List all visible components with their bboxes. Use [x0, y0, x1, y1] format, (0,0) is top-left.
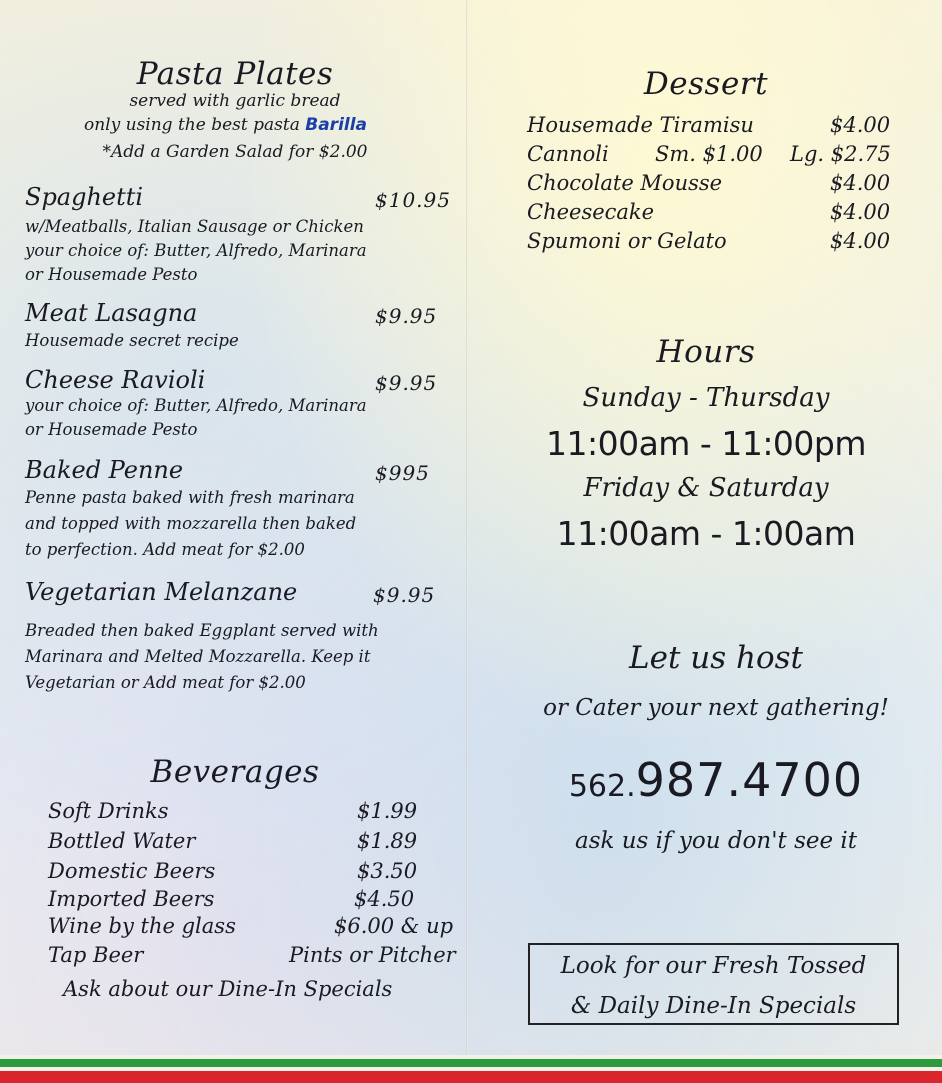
pasta-subtitle-bread: served with garlic bread	[129, 91, 341, 111]
beverage-price: $1.89	[357, 829, 418, 853]
dessert-price: $4.00	[830, 229, 891, 253]
menu-item-name: Spaghetti	[25, 183, 144, 211]
dessert-size-price: Sm. $1.00	[655, 142, 763, 166]
dessert-price: Lg. $2.75	[790, 142, 891, 166]
menu-item-desc	[25, 486, 356, 564]
beverage-price: $4.50	[354, 887, 415, 911]
beverage-name: Imported Beers	[48, 887, 215, 911]
beverage-name: Domestic Beers	[48, 859, 216, 883]
phone-main-number: 987.4700	[635, 753, 864, 807]
menu-item-price: $995	[375, 461, 430, 485]
phone-area-code: 562.	[568, 769, 636, 804]
desc-line: Vegetarian or Add meat for $2.00	[25, 673, 306, 692]
hours-time-weekday: 11:00am - 11:00pm	[545, 424, 867, 463]
menu-item-name: Cheese Ravioli	[25, 366, 206, 394]
desc-line: or Housemade Pesto	[25, 420, 198, 439]
desc-line: your choice of: Butter, Alfredo, Marinara	[25, 396, 367, 415]
dessert-name: Cheesecake	[527, 200, 655, 224]
italian-flag-stripes	[0, 1055, 942, 1083]
specials-line-1: Look for our Fresh Tossed	[560, 953, 867, 979]
menu-item-desc	[25, 394, 367, 442]
menu-item-name: Vegetarian Melanzane	[25, 578, 298, 606]
desc-line: w/Meatballs, Italian Sausage or Chicken	[25, 217, 364, 236]
beverages-title: Beverages	[150, 754, 320, 790]
desc-line: and topped with mozzarella then baked	[25, 514, 357, 533]
host-subtitle: or Cater your next gathering!	[543, 695, 889, 721]
menu-item-price: $10.95	[375, 188, 451, 212]
barilla-logo: Barilla	[305, 115, 368, 135]
stripe-red	[0, 1071, 942, 1083]
desc-line: or Housemade Pesto	[25, 265, 198, 284]
menu-item-name: Baked Penne	[25, 456, 184, 484]
desc-line: Marinara and Melted Mozzarella. Keep it	[25, 647, 371, 666]
pasta-title: Pasta Plates	[136, 56, 334, 92]
hours-time-weekend: 11:00am - 1:00am	[556, 514, 856, 553]
desc-line: Breaded then baked Eggplant served with	[25, 621, 379, 640]
dessert-name: Spumoni or Gelato	[527, 229, 727, 253]
menu-item-price: $9.95	[373, 583, 436, 607]
dessert-title: Dessert	[643, 66, 769, 102]
hours-days-weekday: Sunday - Thursday	[582, 383, 830, 413]
menu-item-price: $9.95	[375, 304, 438, 328]
specials-box	[528, 943, 899, 1025]
hours-title: Hours	[656, 334, 756, 370]
desc-line: Housemade secret recipe	[25, 331, 239, 350]
desc-line: to perfection. Add meat for $2.00	[25, 540, 305, 559]
beverage-name: Soft Drinks	[48, 799, 169, 823]
menu-item-desc	[25, 619, 379, 697]
beverage-price: $1.99	[357, 799, 418, 823]
dessert-price: $4.00	[830, 200, 891, 224]
dine-in-specials-note: Ask about our Dine-In Specials	[63, 977, 393, 1001]
menu-item-desc	[25, 215, 367, 287]
dessert-name: Housemade Tiramisu	[527, 113, 754, 137]
desc-line: Penne pasta baked with fresh marinara	[25, 488, 355, 507]
hours-days-weekend: Friday & Saturday	[583, 473, 829, 503]
stripe-green	[0, 1059, 942, 1067]
dessert-price: $4.00	[830, 171, 891, 195]
dessert-price: $4.00	[830, 113, 891, 137]
beverage-name: Bottled Water	[48, 829, 196, 853]
beverage-name: Tap Beer	[48, 943, 144, 967]
dessert-name: Chocolate Mousse	[527, 171, 723, 195]
menu-item-price: $9.95	[375, 371, 438, 395]
pasta-subtitle-text: only using the best pasta	[84, 115, 300, 135]
pasta-salad-note: *Add a Garden Salad for $2.00	[102, 142, 368, 162]
beverage-name: Wine by the glass	[48, 914, 236, 938]
menu-item-desc	[25, 329, 239, 353]
specials-line-2: & Daily Dine-In Specials	[570, 993, 857, 1019]
beverage-price: $6.00 & up	[334, 914, 454, 938]
host-note: ask us if you don't see it	[574, 828, 858, 854]
beverage-price: $3.50	[357, 859, 418, 883]
dessert-name: Cannoli	[527, 142, 609, 166]
host-title: Let us host	[629, 640, 803, 676]
beverage-price: Pints or Pitcher	[289, 943, 456, 967]
desc-line: your choice of: Butter, Alfredo, Marinara	[25, 241, 367, 260]
phone-number[interactable]	[470, 753, 942, 807]
pasta-subtitle-barilla	[84, 115, 367, 135]
menu-item-name: Meat Lasagna	[25, 299, 198, 327]
